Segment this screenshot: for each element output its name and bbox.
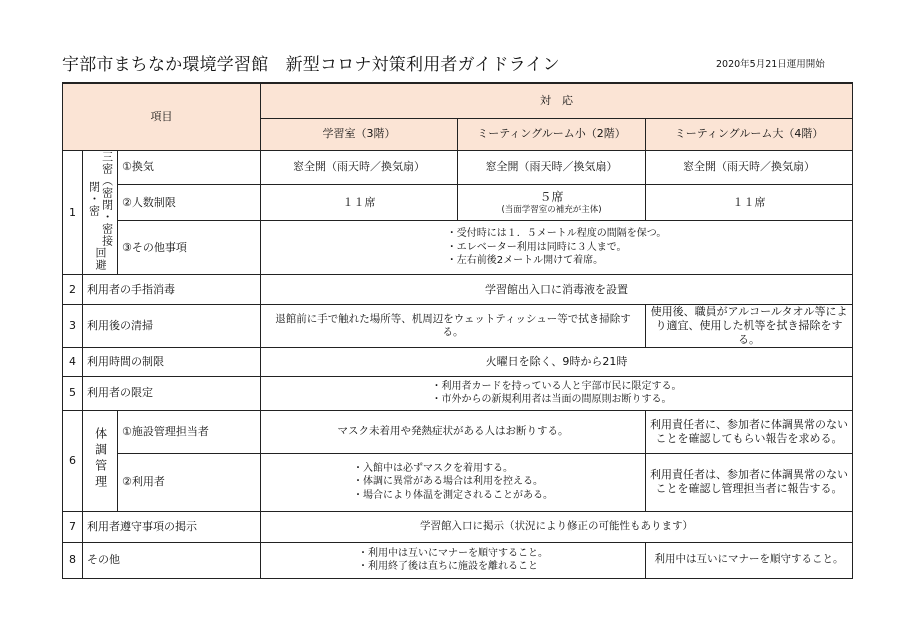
user-restriction-label: 利用者の限定 (83, 376, 261, 410)
other-item-bullet: ・エレベーター利用は同時に３人まで。 (446, 241, 627, 253)
three-c-label-a: 閉・密 (87, 180, 101, 217)
hand-disinfection-content: 学習館出入口に消毒液を設置 (261, 275, 853, 305)
three-c-label-c: 回避 (94, 246, 108, 271)
other-items-content (261, 221, 853, 275)
header-response: 対 応 (261, 83, 853, 118)
user-restriction-content (261, 376, 853, 410)
health-management-label: 体調管理 (93, 426, 108, 491)
row-number-3: 3 (63, 305, 83, 347)
cleaning-staff-content: 使用後、職員がアルコールタオル等により適宜、使用した机等を拭き掃除をする。 (646, 305, 853, 347)
row-number-1: 1 (63, 150, 83, 275)
facility-manager-right-content: 利用責任者に、参加者に体調異常のないことを確認してもらい報告を求める。 (646, 410, 853, 453)
user-health-bullet: ・入館中は必ずマスクを着用する。 (353, 462, 514, 474)
capacity-meeting-large: １１席 (646, 184, 853, 220)
user-label: ②利用者 (118, 453, 261, 511)
cleaning-content: 退館前に手で触れた場所等、机周辺をウェットティッシュー等で拭き掃除する。 (261, 305, 646, 347)
health-management-group (83, 410, 118, 511)
row-number-5: 5 (63, 376, 83, 410)
header-meeting-room-small: ミーティングルーム小（2階） (458, 118, 646, 150)
user-restriction-bullet: ・利用者カードを持っている人と宇部市民に限定する。 (431, 380, 682, 392)
three-c-label-b: 三密（密閉・密接 (100, 150, 114, 247)
row-number-7: 7 (63, 511, 83, 542)
header-meeting-room-large: ミーティングルーム大（4階） (646, 118, 853, 150)
misc-content (261, 542, 646, 578)
misc-label: その他 (83, 542, 261, 578)
ventilation-meeting-small: 窓全開（雨天時／換気扇） (458, 150, 646, 184)
capacity-meeting-small (458, 184, 646, 220)
hand-disinfection-label: 利用者の手指消毒 (83, 275, 261, 305)
notice-content: 学習館入口に掲示（状況により修正の可能性もあります） (261, 511, 853, 542)
ventilation-meeting-large: 窓全開（雨天時／換気扇） (646, 150, 853, 184)
other-item-bullet: ・受付時には１．５メートル程度の間隔を保つ。 (446, 228, 667, 240)
notice-label: 利用者遵守事項の掲示 (83, 511, 261, 542)
ventilation-label: ①換気 (118, 150, 261, 184)
hours-limit-label: 利用時間の制限 (83, 347, 261, 376)
misc-bullet: ・利用終了後は直ちに施設を離れること (358, 561, 539, 572)
document-title: 宇部市まちなか環境学習館 新型コロナ対策利用者ガイドライン (62, 55, 560, 75)
row-number-6: 6 (63, 410, 83, 511)
capacity-meeting-small-value: ５席 (539, 189, 564, 204)
hours-limit-content: 火曜日を除く、9時から21時 (261, 347, 853, 376)
row-number-2: 2 (63, 275, 83, 305)
user-restriction-bullet: ・市外からの新規利用者は当面の間原則お断りする。 (431, 394, 672, 405)
facility-manager-content: マスク未着用や発熱症状がある人はお断りする。 (261, 410, 646, 453)
misc-right-content: 利用中は互いにマナーを順守すること。 (646, 542, 853, 578)
user-health-content (261, 453, 646, 511)
user-health-bullet: ・場合により体温を測定されることがある。 (353, 489, 554, 501)
capacity-meeting-small-note: (当面学習室の補充が主体) (501, 204, 602, 215)
other-item-bullet: ・左右前後2メートル開けて着席。 (446, 255, 604, 267)
cleaning-label: 利用後の清掃 (83, 305, 261, 347)
operation-start-date: 2020年5月21日運用開始 (716, 59, 825, 70)
user-health-right-content: 利用責任者は、参加者に体調異常のないことを確認し管理担当者に報告する。 (646, 453, 853, 511)
three-c-group (83, 150, 118, 275)
capacity-label: ②人数制限 (118, 184, 261, 220)
user-health-bullet: ・体調に異常がある場合は利用を控える。 (353, 476, 544, 488)
row-number-8: 8 (63, 542, 83, 578)
guideline-table (62, 82, 853, 579)
other-items-label: ③その他事項 (118, 221, 261, 275)
facility-manager-label: ①施設管理担当者 (118, 410, 261, 453)
misc-bullet: ・利用中は互いにマナーを順守すること。 (358, 547, 549, 559)
capacity-study-room: １１席 (261, 184, 458, 220)
ventilation-study-room: 窓全開（雨天時／換気扇） (261, 150, 458, 184)
header-item: 項目 (63, 83, 261, 150)
header-study-room: 学習室（3階） (261, 118, 458, 150)
row-number-4: 4 (63, 347, 83, 376)
